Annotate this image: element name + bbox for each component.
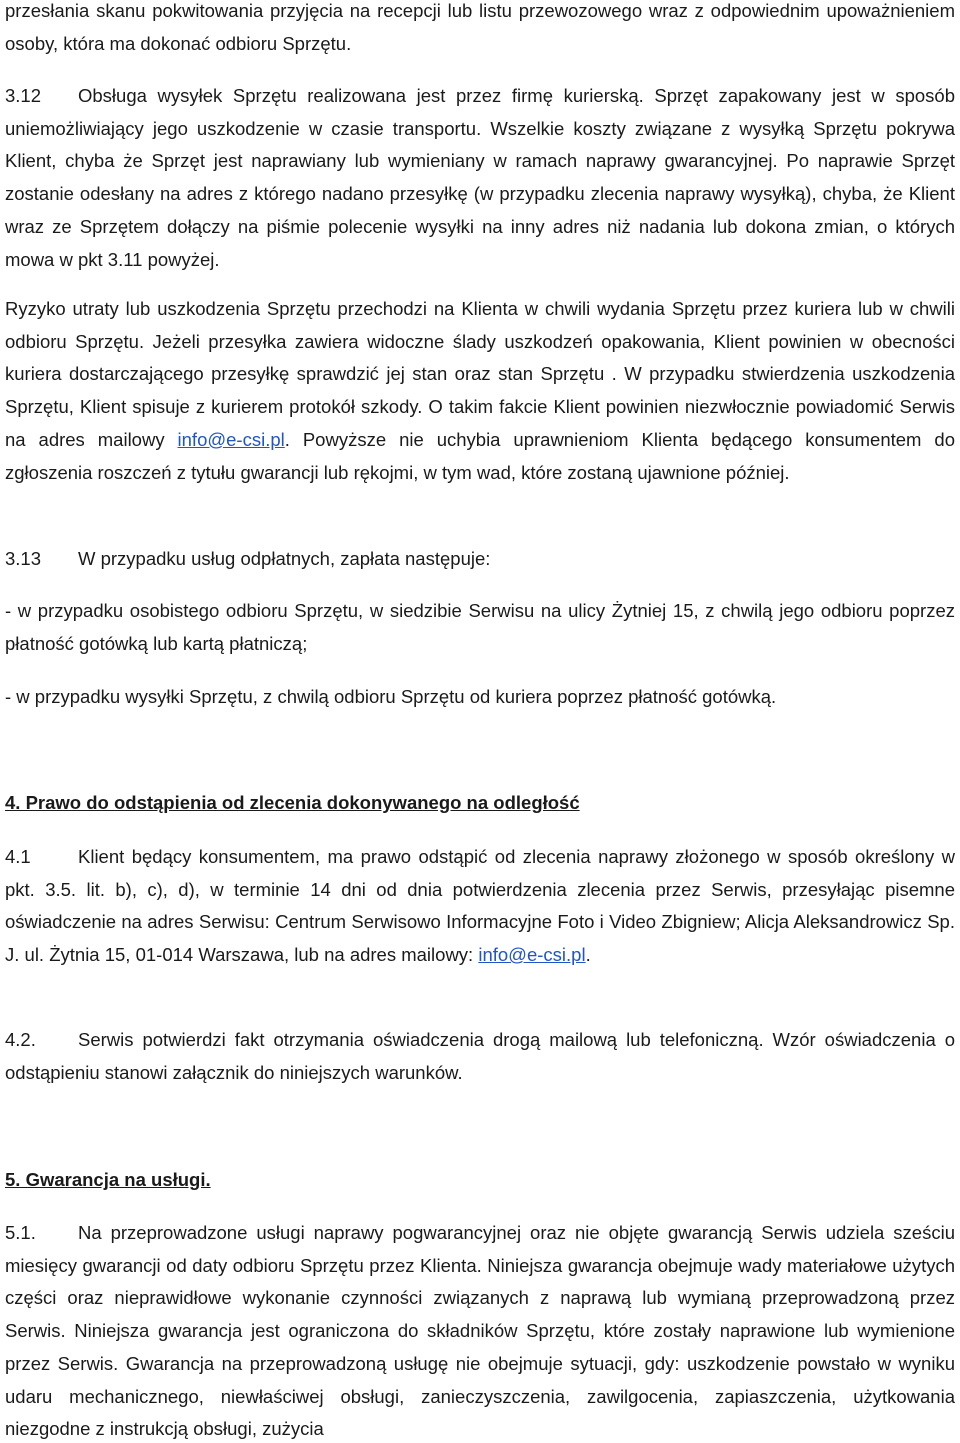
paragraph-3-13 xyxy=(5,543,955,576)
clause-text-end: . xyxy=(585,944,591,966)
clause-number: 3.13 xyxy=(5,548,42,569)
paragraph-4-2 xyxy=(5,1024,955,1089)
risk-text: Ryzyko utraty lub uszkodzenia Sprzętu przechodzi na Klienta w chwili wydania Sprzętu przez kuriera lub w chwili odbioru Sprzętu. Jeżeli przesyłka zawiera widoczne ślady uszkodzeń opakowania, Klient powinien w obecności kuriera dostarczającego przesyłkę sprawdzić jej stan oraz stan Sprzętu . W przypadku stwierdzenia uszkodzenia Sprzętu, Klient spisuje z kurierem protokół szkody. O takim fakcie Klient powinien niezwłocznie powiadomić Serwis na adres mailowy xyxy=(5,298,955,450)
paragraph-3-12 xyxy=(5,80,955,276)
clause-text: Obsługa wysyłek Sprzętu realizowana jest przez firmę kurierską. Sprzęt zapakowany jest w sposób uniemożliwiający jego uszkodzenie w czasie transportu. Wszelkie koszty związane z wysyłką Sprzętu pokrywa Klient, chyba że Sprzęt jest naprawiany lub wymieniany w ramach naprawy gwarancyjnej. xyxy=(5,85,955,172)
paragraph-5-1 xyxy=(5,1217,955,1443)
section-4-heading: 4. Prawo do odstąpienia od zlecenia dokonywanego na odległość xyxy=(5,792,580,813)
paragraph-payment-shipping xyxy=(5,681,955,714)
clause-number: 3.12 xyxy=(5,85,42,106)
paragraph-4-1 xyxy=(5,841,955,972)
paragraph-continuation xyxy=(5,0,955,60)
continuation-text: przesłania skanu pokwitowania przyjęcia na recepcji lub listu przewozowego wraz z odpowiednim upoważnieniem osoby, która ma dokonać odbioru Sprzętu. xyxy=(5,0,955,54)
clause-text-continued: Po naprawie Sprzęt zostanie odesłany na adres z którego nadano przesyłkę (w przypadku zlecenia naprawy wysyłką), chyba, że Klient wraz ze Sprzętem dołączy na piśmie polecenie wysyłki na inny adres niż nadania lub dokona zmian, o których mowa w pkt 3.11 powyżej. xyxy=(5,150,956,270)
clause-number: 4.1 xyxy=(5,846,31,867)
clause-text: Serwis potwierdzi fakt otrzymania oświadczenia drogą mailową lub telefoniczną. Wzór oświadczenia o odstąpieniu stanowi załącznik do niniejszych warunków. xyxy=(5,1029,955,1083)
email-link[interactable]: info@e-csi.pl xyxy=(478,944,586,966)
clause-number: 4.2. xyxy=(5,1029,36,1050)
payment-personal-text: - w przypadku osobistego odbioru Sprzętu, w siedzibie Serwisu na ulicy Żytniej 15, z chwilą jego odbioru poprzez płatność gotówką lub kartą płatniczą; xyxy=(5,600,955,654)
payment-shipping-text: - w przypadku wysyłki Sprzętu, z chwilą odbioru Sprzętu od kuriera poprzez płatność gotówką. xyxy=(5,686,777,707)
section-5-heading: 5. Gwarancja na usługi. xyxy=(5,1169,211,1190)
paragraph-payment-personal xyxy=(5,595,955,660)
clause-text: Na przeprowadzone usługi naprawy pogwarancyjnej oraz nie objęte gwarancją Serwis udziela sześciu miesięcy gwarancji od daty odbioru Sprzętu przez Klienta. Niniejsza gwarancja obejmuje wady materiałowe użytych części oraz nieprawidłowe wykonanie czynności związanych z naprawą lub wymianą przeprowadzoną przez Serwis. Niniejsza gwarancja jest ograniczona do składników Sprzętu, które zostały naprawione lub wymienione przez Serwis. Gwarancja na przeprowadzoną usługę nie obejmuje sytuacji, gdy: uszkodzenie powstało w wyniku udaru mechanicznego, niewłaściwej obsługi, zanieczyszczenia, zawilgocenia, zapiaszczenia, użytkowania niezgodne z instrukcją obsługi, zużycia xyxy=(5,1222,955,1440)
clause-number: 5.1. xyxy=(5,1222,36,1243)
clause-text: W przypadku usług odpłatnych, zapłata następuje: xyxy=(78,548,491,569)
email-link[interactable]: info@e-csi.pl xyxy=(177,428,285,450)
clause-text: Klient będący konsumentem, ma prawo odstąpić od zlecenia naprawy złożonego w sposób określony w pkt. 3.5. lit. b), c), d), w terminie 14 dni od dnia potwierdzenia zlecenia przez Serwis, przesyłając pisemne oświadczenie na adres Serwisu: Centrum Serwisowo Informacyjne Foto i Video Zbigniew; Alicja Aleksandrowicz Sp. J. ul. Żytnia 15, 01-014 Warszawa, lub na adres mailowy: xyxy=(5,846,955,966)
paragraph-risk xyxy=(5,293,955,489)
risk-text-end: . Powyższe nie uchybia uprawnieniom Klienta będącego konsumentem do zgłoszenia roszczeń z tytułu gwarancji lub rękojmi, w tym wad, które zostaną ujawnione później. xyxy=(5,428,955,483)
